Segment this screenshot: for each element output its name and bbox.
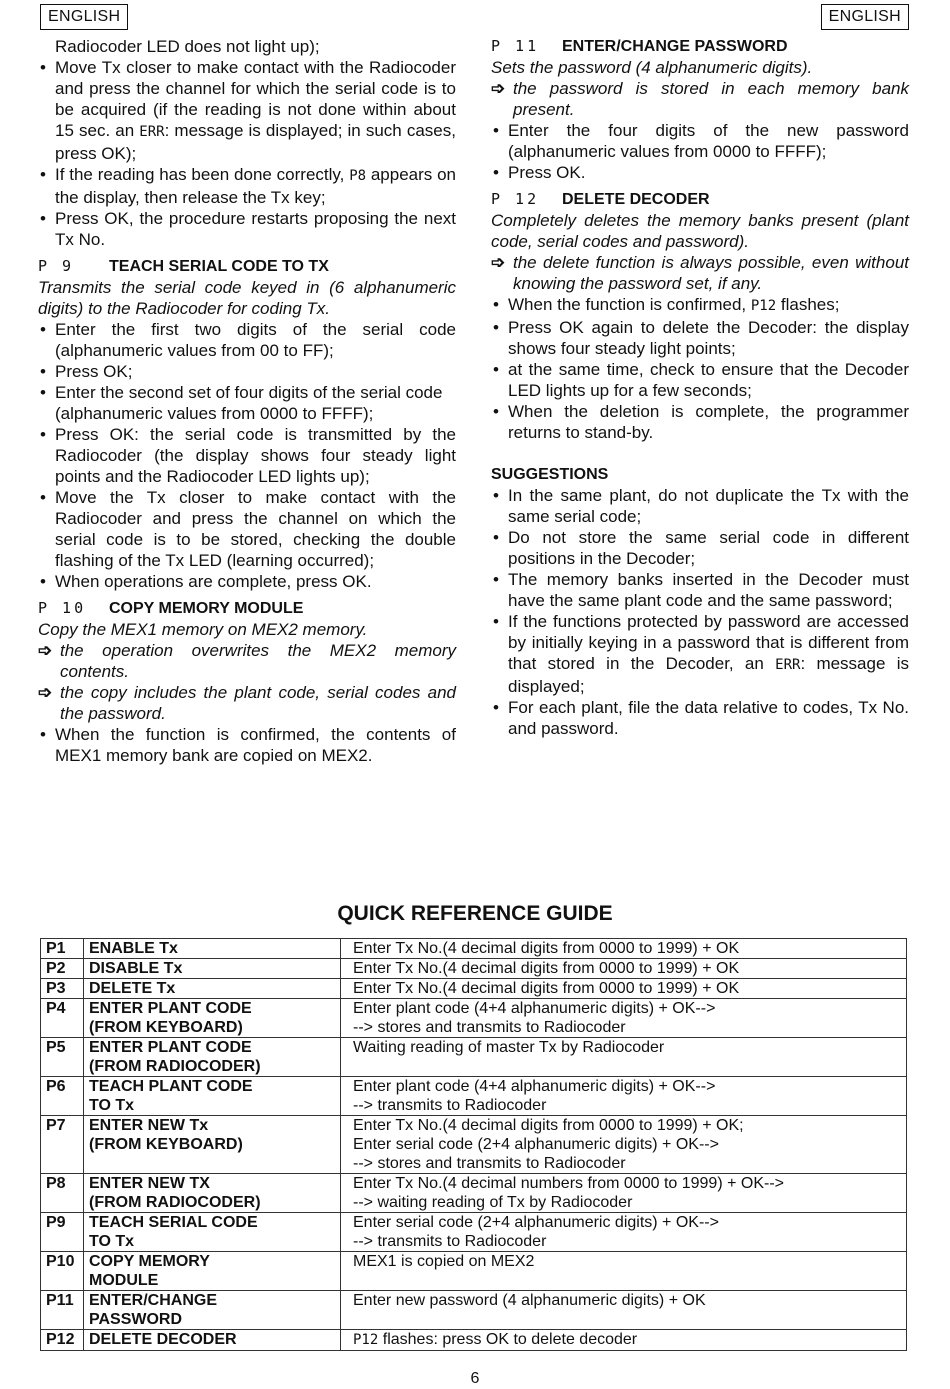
p11-bullet-list [491, 120, 909, 183]
note-item [491, 78, 909, 120]
note-text: the copy includes the plant code, serial codes and the password. [60, 683, 456, 723]
section-heading-p12 [491, 189, 909, 210]
right-arrow-icon: ➩ [38, 683, 53, 702]
description-line: --> stores and transmits to Radiocoder [353, 1019, 626, 1036]
bullet-item: • Move the Tx closer to make contact with the Radiocoder and press the channel on which the serial code is to be stored, checking the double flashing of the Tx LED (learning occurred); [38, 487, 456, 571]
bullet-item [491, 294, 909, 317]
text-segment: For each plant, file the data relative to codes, Tx No. and password. [508, 698, 909, 738]
function-name-cell [84, 939, 341, 959]
function-name-line: ENTER/CHANGE [89, 1292, 218, 1309]
function-name-cell [84, 959, 341, 979]
p12-note-list [491, 252, 909, 294]
p9-bullet-list [38, 319, 456, 592]
function-name-line: ENABLE Tx [89, 940, 178, 957]
section-title: DELETE DECODER [562, 191, 710, 208]
text-segment: appears on the display, then release the Tx key; [55, 165, 457, 207]
text-segment: : message is displayed; in such cases, press OK); [55, 121, 456, 163]
note-item [491, 252, 909, 294]
lcd-inline-code: P12 [353, 1332, 379, 1348]
suggestions-heading: SUGGESTIONS [491, 466, 609, 483]
note-text: the delete function is always possible, even without knowing the password set, if any. [513, 253, 909, 293]
page-number: 6 [470, 1370, 480, 1387]
bullet-item: • Press OK: the serial code is transmitted by the Radiocoder (the display shows four steady light points and the Radiocoder LED lights up); [38, 424, 456, 487]
function-description-cell [341, 1330, 907, 1351]
section-heading-p9 [38, 256, 456, 277]
table-row [41, 1038, 907, 1077]
section-title: COPY MEMORY MODULE [109, 600, 304, 617]
function-name-cell [84, 1038, 341, 1077]
function-name-line: DELETE DECODER [89, 1331, 237, 1348]
function-name-cell [84, 1291, 341, 1330]
p12-bullet-list [491, 294, 909, 443]
text-segment: flashes: press OK to delete decoder [378, 1331, 638, 1348]
bullet-item: • Enter the second set of four digits of the serial code (alphanumeric values from 0000 to FFFF); [38, 382, 456, 424]
bullet-item [491, 401, 909, 443]
bullet-item: • Enter the first two digits of the serial code (alphanumeric values from 00 to FF); [38, 319, 456, 361]
function-code-cell: P10 [41, 1252, 84, 1291]
lcd-code: P 10 [38, 599, 87, 617]
bullet-item [38, 164, 456, 208]
bullet-item [38, 208, 456, 250]
function-name-line: ENTER PLANT CODE [89, 1039, 252, 1056]
function-name-line: (FROM RADIOCODER) [89, 1194, 261, 1211]
language-tag-right: ENGLISH [821, 4, 909, 30]
function-description-cell [341, 1116, 907, 1174]
description-line: --> transmits to Radiocoder [353, 1097, 547, 1114]
text-segment: Press OK again to delete the Decoder: the display shows four steady light points; [508, 318, 909, 358]
text-segment: at the same time, check to ensure that the Decoder LED lights up for a few seconds; [508, 360, 909, 400]
function-name-cell [84, 1077, 341, 1116]
text-segment: : message is displayed; [508, 654, 909, 696]
description-line: Enter Tx No.(4 decimal digits from 0000 to 1999) + OK [353, 960, 740, 977]
right-arrow-icon: ➩ [491, 253, 506, 272]
table-row [41, 999, 907, 1038]
function-name-line: TEACH PLANT CODE [89, 1078, 253, 1095]
function-code-cell: P5 [41, 1038, 84, 1077]
table-row [41, 1174, 907, 1213]
function-code-cell: P8 [41, 1174, 84, 1213]
function-name-line: ENTER PLANT CODE [89, 1000, 252, 1017]
function-name-line: (FROM RADIOCODER) [89, 1058, 261, 1075]
function-description-cell [341, 1213, 907, 1252]
function-code-cell: P4 [41, 999, 84, 1038]
table-row [41, 1252, 907, 1291]
description-line: Enter plant code (4+4 alphanumeric digits) + OK--> [353, 1000, 716, 1017]
right-arrow-icon: ➩ [38, 641, 53, 660]
function-code-cell: P12 [41, 1330, 84, 1351]
table-row [41, 1291, 907, 1330]
text-segment: When the deletion is complete, the programmer returns to stand-by. [508, 402, 909, 442]
function-description-cell [341, 939, 907, 959]
function-name-line: ENTER NEW TX [89, 1175, 210, 1192]
p10-bullet-list [38, 724, 456, 766]
function-name-cell [84, 999, 341, 1038]
function-name-cell [84, 1213, 341, 1252]
function-name-cell [84, 1252, 341, 1291]
note-text: the operation overwrites the MEX2 memory contents. [60, 641, 456, 681]
left-column [38, 36, 456, 766]
text-segment: If the reading has been done correctly, [55, 165, 350, 184]
function-description-cell [341, 1174, 907, 1213]
section-description: Completely deletes the memory banks present (plant code, serial codes and password). [491, 211, 909, 251]
description-line [353, 1330, 906, 1350]
function-name-cell [84, 1116, 341, 1174]
description-line: MEX1 is copied on MEX2 [353, 1253, 535, 1270]
text-segment: Press OK, the procedure restarts proposing the next Tx No. [55, 209, 456, 249]
function-code-cell: P6 [41, 1077, 84, 1116]
text-segment: Move Tx closer to make contact with the Radiocoder and press the channel for which the serial code is to be acquired (if the reading is not done within about 15 sec. an [55, 58, 456, 140]
function-code-cell: P1 [41, 939, 84, 959]
section-description: Sets the password (4 alphanumeric digits). [491, 58, 813, 77]
table-row [41, 1213, 907, 1252]
table-row [41, 1116, 907, 1174]
function-description-cell [341, 1252, 907, 1291]
section-heading-p11 [491, 36, 909, 57]
function-code-cell: P7 [41, 1116, 84, 1174]
function-name-line: TO Tx [89, 1233, 135, 1250]
function-description-cell [341, 1077, 907, 1116]
bullet-item: • When operations are complete, press OK. [38, 571, 456, 592]
description-line: Enter new password (4 alphanumeric digits) + OK [353, 1292, 706, 1309]
function-name-cell [84, 979, 341, 999]
table-row [41, 959, 907, 979]
bullet-item: • Press OK. [491, 162, 909, 183]
function-code-cell: P2 [41, 959, 84, 979]
suggestions-bullet-list [491, 485, 909, 739]
lcd-inline-code: P8 [349, 168, 367, 184]
bullet-item [491, 485, 909, 527]
text-segment: Do not store the same serial code in different positions in the Decoder; [508, 528, 909, 568]
table-row [41, 939, 907, 959]
bullet-item [38, 57, 456, 164]
note-item [38, 640, 456, 682]
description-line: Waiting reading of master Tx by Radiocoder [353, 1039, 665, 1056]
lcd-code: P 12 [491, 190, 540, 208]
section-heading-p10 [38, 598, 456, 619]
section-description: Copy the MEX1 memory on MEX2 memory. [38, 620, 368, 639]
function-description-cell [341, 1291, 907, 1330]
function-name-line: DISABLE Tx [89, 960, 183, 977]
description-line: --> transmits to Radiocoder [353, 1233, 547, 1250]
section-title: TEACH SERIAL CODE TO TX [109, 258, 329, 275]
bullet-item [491, 611, 909, 697]
quick-reference-title: QUICK REFERENCE GUIDE [337, 902, 613, 925]
text-segment: In the same plant, do not duplicate the Tx with the same serial code; [508, 486, 909, 526]
function-code-cell: P9 [41, 1213, 84, 1252]
description-line: Enter plant code (4+4 alphanumeric digits) + OK--> [353, 1078, 716, 1095]
note-item [38, 682, 456, 724]
table-row [41, 979, 907, 999]
lead-bullet-list [38, 57, 456, 250]
description-line: --> waiting reading of Tx by Radiocoder [353, 1194, 633, 1211]
function-description-cell [341, 979, 907, 999]
p11-note-list [491, 78, 909, 120]
text-segment: When the function is confirmed, [508, 295, 751, 314]
function-name-line: MODULE [89, 1272, 159, 1289]
function-name-line: DELETE Tx [89, 980, 176, 997]
right-column [491, 36, 909, 739]
p10-note-list [38, 640, 456, 724]
function-name-line: (FROM KEYBOARD) [89, 1136, 243, 1153]
function-name-line: ENTER NEW Tx [89, 1117, 209, 1134]
function-name-line: COPY MEMORY [89, 1253, 210, 1270]
function-name-line: PASSWORD [89, 1311, 183, 1328]
bullet-item: • When the function is confirmed, the contents of MEX1 memory bank are copied on MEX2. [38, 724, 456, 766]
table-row [41, 1077, 907, 1116]
bullet-item [491, 359, 909, 401]
lead-text: Radiocoder LED does not light up); [55, 37, 320, 56]
function-name-cell [84, 1174, 341, 1213]
description-line: Enter Tx No.(4 decimal numbers from 0000 to 1999) + OK--> [353, 1175, 785, 1192]
bullet-item [491, 569, 909, 611]
bullet-item: • Enter the four digits of the new password (alphanumeric values from 0000 to FFFF); [491, 120, 909, 162]
quick-reference-table [40, 938, 907, 1351]
bullet-item [491, 527, 909, 569]
function-description-cell [341, 959, 907, 979]
bullet-item [491, 697, 909, 739]
description-line: Enter Tx No.(4 decimal digits from 0000 to 1999) + OK [353, 980, 740, 997]
text-segment: The memory banks inserted in the Decoder must have the same plant code and the same password; [508, 570, 909, 610]
function-name-cell [84, 1330, 341, 1351]
text-segment: If the functions protected by password are accessed by initially keying in a password that is different from that stored in the Decoder, an [508, 612, 909, 673]
lcd-inline-code: ERR [775, 657, 801, 673]
table-row [41, 1330, 907, 1351]
function-name-line: (FROM KEYBOARD) [89, 1019, 243, 1036]
lcd-code: P 11 [491, 37, 540, 55]
right-arrow-icon: ➩ [491, 79, 506, 98]
language-tag-left: ENGLISH [40, 4, 128, 30]
note-text: the password is stored in each memory bank present. [513, 79, 909, 119]
description-line: Enter Tx No.(4 decimal digits from 0000 to 1999) + OK [353, 940, 740, 957]
description-line: Enter Tx No.(4 decimal digits from 0000 to 1999) + OK; [353, 1117, 744, 1134]
lcd-code: P 9 [38, 257, 75, 275]
function-code-cell: P3 [41, 979, 84, 999]
bullet-item: • Press OK; [38, 361, 456, 382]
description-line: Enter serial code (2+4 alphanumeric digits) + OK--> [353, 1136, 719, 1153]
bullet-item [491, 317, 909, 359]
function-description-cell [341, 1038, 907, 1077]
function-name-line: TO Tx [89, 1097, 135, 1114]
function-name-line: TEACH SERIAL CODE [89, 1214, 258, 1231]
function-code-cell: P11 [41, 1291, 84, 1330]
lcd-inline-code: ERR [139, 124, 165, 140]
description-line: --> stores and transmits to Radiocoder [353, 1155, 626, 1172]
section-description: Transmits the serial code keyed in (6 alphanumeric digits) to the Radiocoder for coding Tx. [38, 278, 456, 318]
text-segment: flashes; [776, 295, 840, 314]
section-title: ENTER/CHANGE PASSWORD [562, 38, 788, 55]
lcd-inline-code: P12 [750, 298, 777, 314]
description-line: Enter serial code (2+4 alphanumeric digits) + OK--> [353, 1214, 719, 1231]
function-description-cell [341, 999, 907, 1038]
